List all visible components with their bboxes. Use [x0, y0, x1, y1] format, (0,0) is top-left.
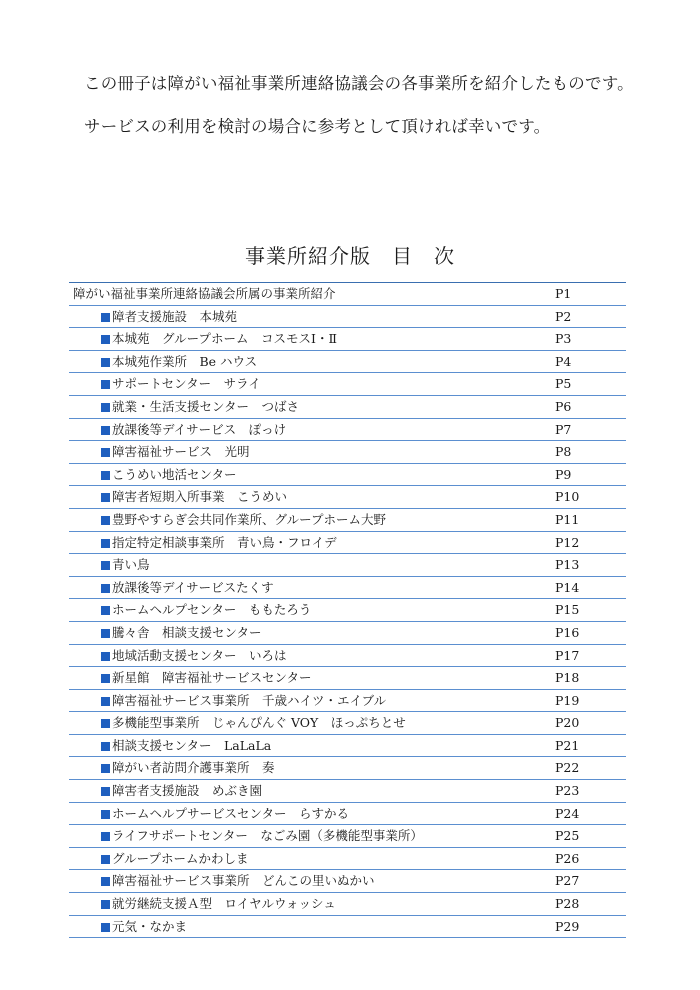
toc-entry-page: P3 [555, 331, 572, 347]
toc-entry-label [101, 916, 187, 938]
toc-entry-page: P23 [555, 783, 580, 799]
square-bullet-icon [101, 561, 110, 570]
toc-entry-text: 豊野やすらぎ会共同作業所、グループホーム大野 [112, 511, 387, 527]
toc-row [69, 306, 626, 329]
toc-entry-page: P8 [555, 444, 572, 460]
square-bullet-icon [101, 652, 110, 661]
toc-entry-text: ホームヘルプセンター ももたろう [112, 602, 312, 618]
toc-entry-page: P20 [555, 715, 580, 731]
table-of-contents [69, 282, 626, 938]
toc-entry-label [101, 419, 286, 441]
toc-row [69, 645, 626, 668]
toc-entry-label [101, 441, 250, 463]
toc-entry-page: P7 [555, 421, 572, 437]
toc-entry-label [101, 667, 312, 689]
square-bullet-icon [101, 313, 110, 322]
toc-entry-label [101, 328, 337, 350]
toc-row [69, 509, 626, 532]
square-bullet-icon [101, 403, 110, 412]
toc-entry-text: 障害福祉サービス 光明 [112, 444, 250, 460]
toc-row [69, 622, 626, 645]
toc-entry-page: P11 [555, 511, 580, 527]
toc-entry-text: 障害福祉サービス事業所 どんこの里いぬかい [112, 873, 375, 889]
toc-entry-page: P5 [555, 376, 572, 392]
toc-entry-text: サポートセンター サライ [112, 376, 261, 392]
toc-row [69, 870, 626, 893]
toc-row-top [69, 283, 626, 306]
toc-row [69, 757, 626, 780]
toc-entry-label [101, 893, 336, 915]
toc-row [69, 599, 626, 622]
toc-entry-text: グループホームかわしま [112, 850, 249, 866]
toc-row [69, 373, 626, 396]
toc-entry-page: P26 [555, 850, 580, 866]
toc-entry-page: P4 [555, 353, 572, 369]
toc-entry-label [101, 645, 287, 667]
toc-entry-text: 騰々舎 相談支援センター [112, 624, 262, 640]
square-bullet-icon [101, 539, 110, 548]
toc-entry-page: P24 [555, 805, 580, 821]
toc-row [69, 848, 626, 871]
square-bullet-icon [101, 471, 110, 480]
toc-entry-page: P17 [555, 647, 580, 663]
toc-entry-label [101, 509, 386, 531]
square-bullet-icon [101, 674, 110, 683]
square-bullet-icon [101, 742, 110, 751]
intro-text [84, 74, 684, 137]
square-bullet-icon [101, 832, 110, 841]
toc-entry-text: 多機能型事業所 じゃんぴんぐ VOY ほっぷちとせ [112, 715, 406, 731]
toc-row [69, 735, 626, 758]
toc-entry-page: P25 [555, 828, 580, 844]
square-bullet-icon [101, 900, 110, 909]
square-bullet-icon [101, 877, 110, 886]
toc-entry-text: 青い鳥 [112, 557, 150, 573]
intro-line-2: サービスの利用を検討の場合に参考として頂ければ幸いです。 [84, 117, 551, 136]
square-bullet-icon [101, 855, 110, 864]
toc-row [69, 554, 626, 577]
toc-entry-label [101, 373, 261, 395]
toc-row [69, 396, 626, 419]
toc-row [69, 803, 626, 826]
toc-entry-text: 障害者支援施設 めぶき園 [112, 783, 263, 799]
toc-entry-text: こうめい地活センター [112, 466, 237, 482]
square-bullet-icon [101, 719, 110, 728]
toc-entry-label [101, 486, 287, 508]
toc-entry-page: P12 [555, 534, 580, 550]
square-bullet-icon [101, 697, 110, 706]
toc-entry-text: 相談支援センター LaLaLa [112, 737, 272, 753]
toc-row [69, 893, 626, 916]
toc-row [69, 690, 626, 713]
toc-entry-page: P1 [555, 286, 572, 301]
toc-entry-page: P21 [555, 737, 580, 753]
toc-row [69, 351, 626, 374]
toc-entry-page: P13 [555, 557, 580, 573]
toc-entry-text: 指定特定相談事業所 青い鳥・フロイデ [112, 534, 337, 550]
square-bullet-icon [101, 810, 110, 819]
toc-entry-label [101, 735, 271, 757]
toc-row [69, 916, 626, 939]
toc-row [69, 464, 626, 487]
toc-entry-page: P9 [555, 466, 572, 482]
toc-entry-page: P29 [555, 918, 580, 934]
toc-entry-label [101, 690, 386, 712]
toc-title: 事業所紹介版 目 次 [245, 244, 455, 268]
toc-entry-label [101, 599, 311, 621]
toc-entry-page: P27 [555, 873, 580, 889]
toc-entry-label [101, 825, 423, 847]
toc-entry-page: P28 [555, 896, 580, 912]
square-bullet-icon [101, 426, 110, 435]
square-bullet-icon [101, 358, 110, 367]
toc-row [69, 577, 626, 600]
toc-entries [69, 306, 626, 939]
toc-entry-label [101, 622, 262, 644]
toc-entry-label [101, 532, 337, 554]
toc-entry-page: P14 [555, 579, 580, 595]
toc-entry-page: P2 [555, 308, 572, 324]
toc-entry-label [101, 351, 257, 373]
toc-row [69, 419, 626, 442]
toc-entry-label [101, 464, 237, 486]
toc-entry-label [101, 577, 274, 599]
toc-row [69, 441, 626, 464]
square-bullet-icon [101, 380, 110, 389]
square-bullet-icon [101, 629, 110, 638]
toc-row [69, 712, 626, 735]
toc-row [69, 328, 626, 351]
toc-entry-text: 就業・生活支援センター つばさ [112, 398, 300, 414]
square-bullet-icon [101, 787, 110, 796]
toc-entry-page: P10 [555, 489, 580, 505]
toc-entry-label [101, 780, 262, 802]
toc-entry-page: P16 [555, 624, 580, 640]
toc-entry-text: 本城苑 グループホーム コスモスⅠ・Ⅱ [112, 331, 337, 347]
toc-row [69, 532, 626, 555]
toc-entry-page: P22 [555, 760, 580, 776]
toc-entry-page: P15 [555, 602, 580, 618]
toc-entry-label [101, 396, 299, 418]
toc-entry-text: 障害福祉サービス事業所 千歳ハイツ・エイブル [112, 692, 387, 708]
toc-entry-text: 就労継続支援Ａ型 ロイヤルウォッシュ [112, 896, 336, 912]
square-bullet-icon [101, 448, 110, 457]
square-bullet-icon [101, 335, 110, 344]
toc-entry-label: 障がい福祉事業所連絡協議会所属の事業所紹介 [73, 286, 336, 301]
toc-row [69, 825, 626, 848]
toc-entry-label [101, 757, 275, 779]
toc-entry-text: 障者支援施設 本城苑 [112, 308, 238, 324]
toc-entry-label [101, 554, 150, 576]
square-bullet-icon [101, 923, 110, 932]
toc-entry-text: ライフサポートセンター なごみ園（多機能型事業所） [112, 828, 423, 844]
toc-row [69, 780, 626, 803]
toc-entry-text: 地域活動支援センター いろは [112, 647, 287, 663]
toc-entry-text: 障がい者訪問介護事業所 奏 [112, 760, 275, 776]
square-bullet-icon [101, 516, 110, 525]
toc-entry-page: P18 [555, 670, 580, 686]
toc-entry-text: 元気・なかま [112, 918, 188, 934]
toc-entry-label [101, 306, 237, 328]
toc-entry-text: 本城苑作業所 Be ハウス [112, 353, 258, 369]
toc-entry-label [101, 870, 375, 892]
toc-entry-label [101, 712, 406, 734]
toc-entry-text: 障害者短期入所事業 こうめい [112, 489, 288, 505]
toc-row [69, 667, 626, 690]
square-bullet-icon [101, 606, 110, 615]
toc-entry-label [101, 803, 349, 825]
toc-entry-label [101, 848, 249, 870]
toc-entry-text: 新星館 障害福祉サービスセンター [112, 670, 312, 686]
toc-entry-page: P6 [555, 398, 572, 414]
toc-entry-text: 放課後等デイサービス ぽっけ [112, 421, 287, 437]
intro-line-1: この冊子は障がい福祉事業所連絡協議会の各事業所を紹介したものです。 [84, 74, 634, 93]
toc-entry-text: ホームヘルプサービスセンター らすかる [112, 805, 350, 821]
square-bullet-icon [101, 764, 110, 773]
toc-row [69, 486, 626, 509]
toc-entry-page: P19 [555, 692, 580, 708]
square-bullet-icon [101, 584, 110, 593]
square-bullet-icon [101, 493, 110, 502]
toc-entry-text: 放課後等デイサービスたくす [112, 579, 274, 595]
